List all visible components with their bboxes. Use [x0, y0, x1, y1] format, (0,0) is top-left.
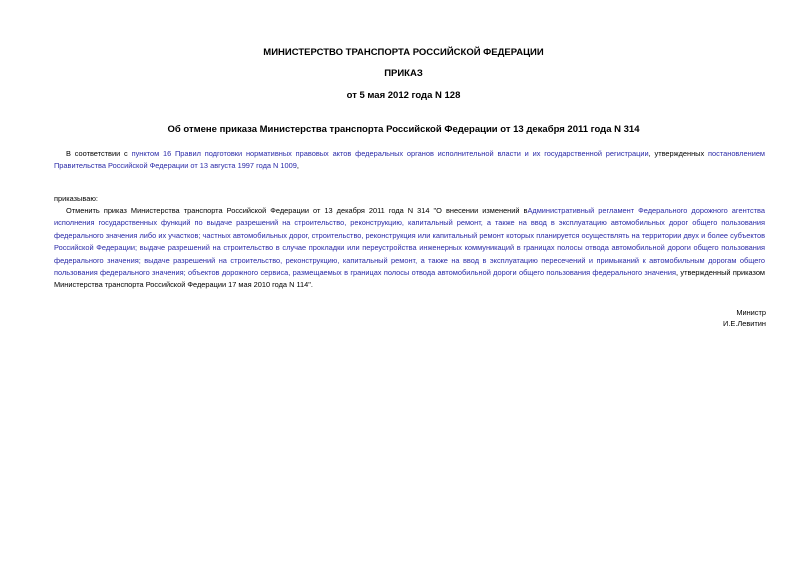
preamble-text-3: ,	[296, 161, 299, 171]
preamble-paragraph	[54, 148, 765, 173]
ministry-heading: МИНИСТЕРСТВО ТРАНСПОРТА РОССИЙСКОЙ ФЕДЕРАЦИИ	[263, 47, 544, 58]
orders-word: приказываю:	[54, 194, 98, 203]
order-text-1: Отменить приказ Министерства транспорта Российской Федерации от 13 декабря 2011 года N 314 "О внесении изменений в	[66, 206, 528, 215]
signature-name: И.Е.Левитин	[723, 319, 766, 328]
document-title: Об отмене приказа Министерства транспорта Российской Федерации от 13 декабря 2011 года N 314	[167, 124, 640, 135]
document-date: от 5 мая 2012 года N 128	[346, 90, 461, 101]
order-paragraph	[54, 205, 765, 292]
government-decree-link[interactable]: постановлением Правительства Российской Федерации от 13 августа 1997 года N 1009	[54, 149, 766, 171]
signature-block	[600, 307, 766, 329]
administrative-regulation-link[interactable]: Административный регламент Федерального дорожного агентства исполнения государственных функций по выдаче разрешений на строительство, реконструкцию, капитальный ремонт, а также на ввод в эксплуатацию автомобильных дорог общего пользования федерального значения либо их участков; частных автомобильных дорог, строительство, реконструкция или капитальный ремонт которых планируется осуществлять на территории двух и более субъектов Российской Федерации; выдаче разрешений на строительство в случае прокладки или переустройства инженерных коммуникаций в границах полосы отвода автомобильной дороги общего пользования федерального значения; выдаче разрешений на строительство, реконструкцию, капитальный ремонт, а также на ввод в эксплуатацию пересечений и примыканий к автомобильным дорогам общего пользования федерального значения; объектов дорожного сервиса, размещаемых в границах полосы отвода автомобильной дороги общего пользования федерального значения	[54, 206, 765, 278]
order-text-2: , утвержденный приказом Министерства транспорта Российской Федерации 17 мая 2010 года N 114".	[54, 268, 766, 290]
document-type: ПРИКАЗ	[384, 68, 423, 79]
preamble-text-2: , утвержденных	[648, 149, 709, 158]
signature-position: Министр	[736, 308, 766, 317]
preamble-text-1: В соответствии с	[66, 149, 132, 158]
rules-link[interactable]: пунктом 16 Правил подготовки нормативных правовых актов федеральных органов исполнительной власти и их государственной регистрации	[131, 149, 649, 158]
